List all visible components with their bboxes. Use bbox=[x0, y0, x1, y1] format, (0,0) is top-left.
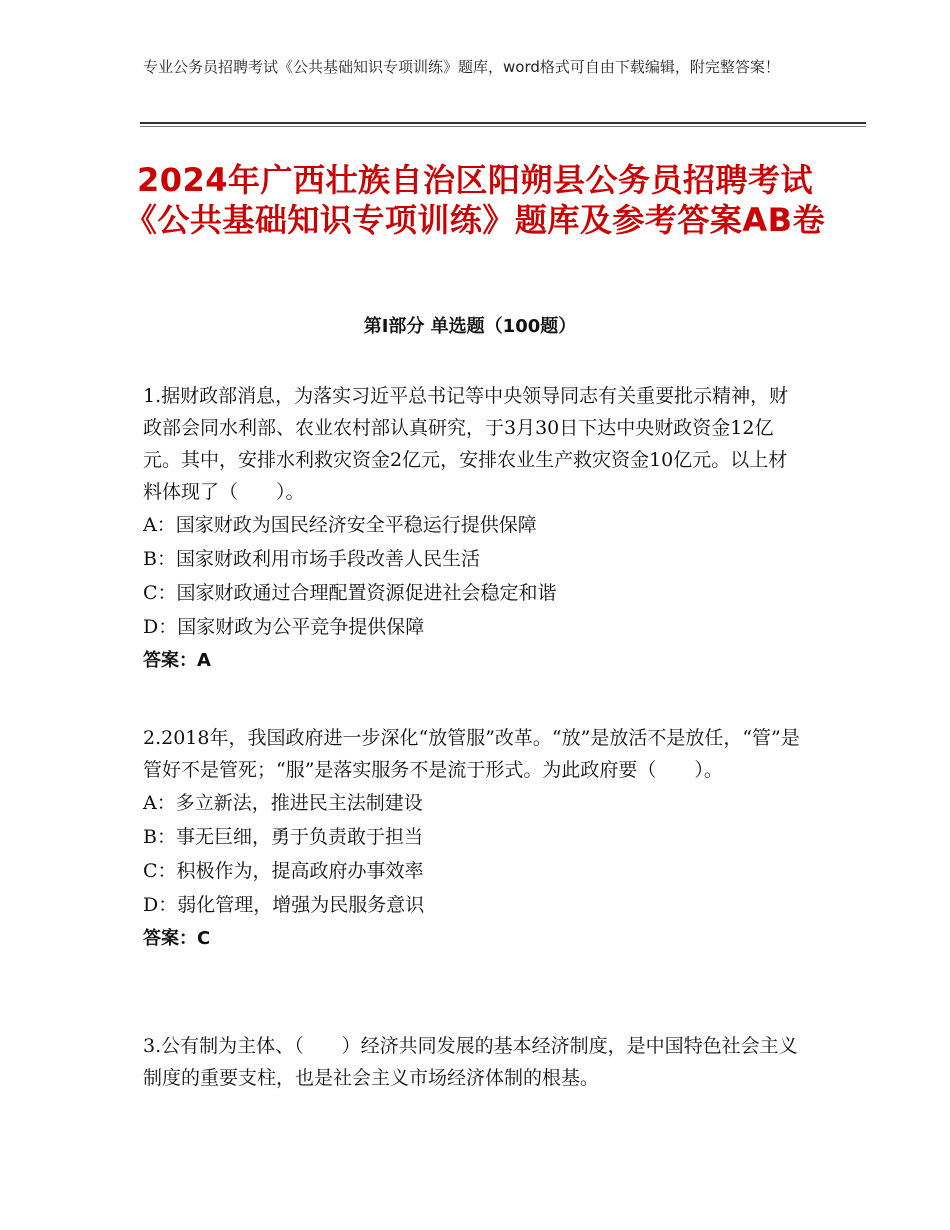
question-2 bbox=[143, 722, 803, 956]
question-stem: 3.公有制为主体、（ ）经济共同发展的基本经济制度，是中国特色社会主义制度的重要支柱，也是社会主义市场经济体制的根基。 bbox=[143, 1035, 798, 1089]
answer: 答案：A bbox=[143, 650, 211, 671]
question-1 bbox=[143, 380, 803, 678]
option-b: B：国家财政利用市场手段改善人民生活 bbox=[143, 548, 480, 570]
option-a: A：国家财政为国民经济安全平稳运行提供保障 bbox=[143, 514, 537, 536]
answer: 答案：C bbox=[143, 928, 211, 949]
header-note: 专业公务员招聘考试《公共基础知识专项训练》题库，word格式可自由下载编辑，附完整答案！ bbox=[143, 58, 780, 76]
section-title: 第I部分 单选题（100题） bbox=[363, 316, 577, 337]
option-c: C：积极作为，提高政府办事效率 bbox=[143, 860, 424, 882]
header-rule-thin bbox=[140, 126, 866, 127]
header-rule-thick bbox=[140, 122, 866, 124]
option-a: A：多立新法，推进民主法制建设 bbox=[143, 792, 423, 814]
option-b: B：事无巨细，勇于负责敢于担当 bbox=[143, 826, 423, 848]
question-stem: 1.据财政部消息，为落实习近平总书记等中央领导同志有关重要批示精神，财政部会同水利部、农业农村部认真研究，于3月30日下达中央财政资金12亿元。其中，安排水利救灾资金2亿元，安排农业生产救灾资金10亿元。以上材料体现了（ ）。 bbox=[143, 385, 789, 503]
document-title: 2024年广西壮族自治区阳朔县公务员招聘考试《公共基础知识专项训练》题库及参考答案AB卷 bbox=[124, 161, 826, 239]
question-3 bbox=[143, 1030, 803, 1094]
option-c: C：国家财政通过合理配置资源促进社会稳定和谐 bbox=[143, 582, 557, 604]
option-d: D：国家财政为公平竞争提供保障 bbox=[143, 616, 425, 638]
question-stem: 2.2018年，我国政府进一步深化“放管服”改革。“放”是放活不是放任，“管”是管好不是管死；“服”是落实服务不是流于形式。为此政府要（ ）。 bbox=[143, 727, 800, 781]
option-d: D：弱化管理，增强为民服务意识 bbox=[143, 894, 425, 916]
